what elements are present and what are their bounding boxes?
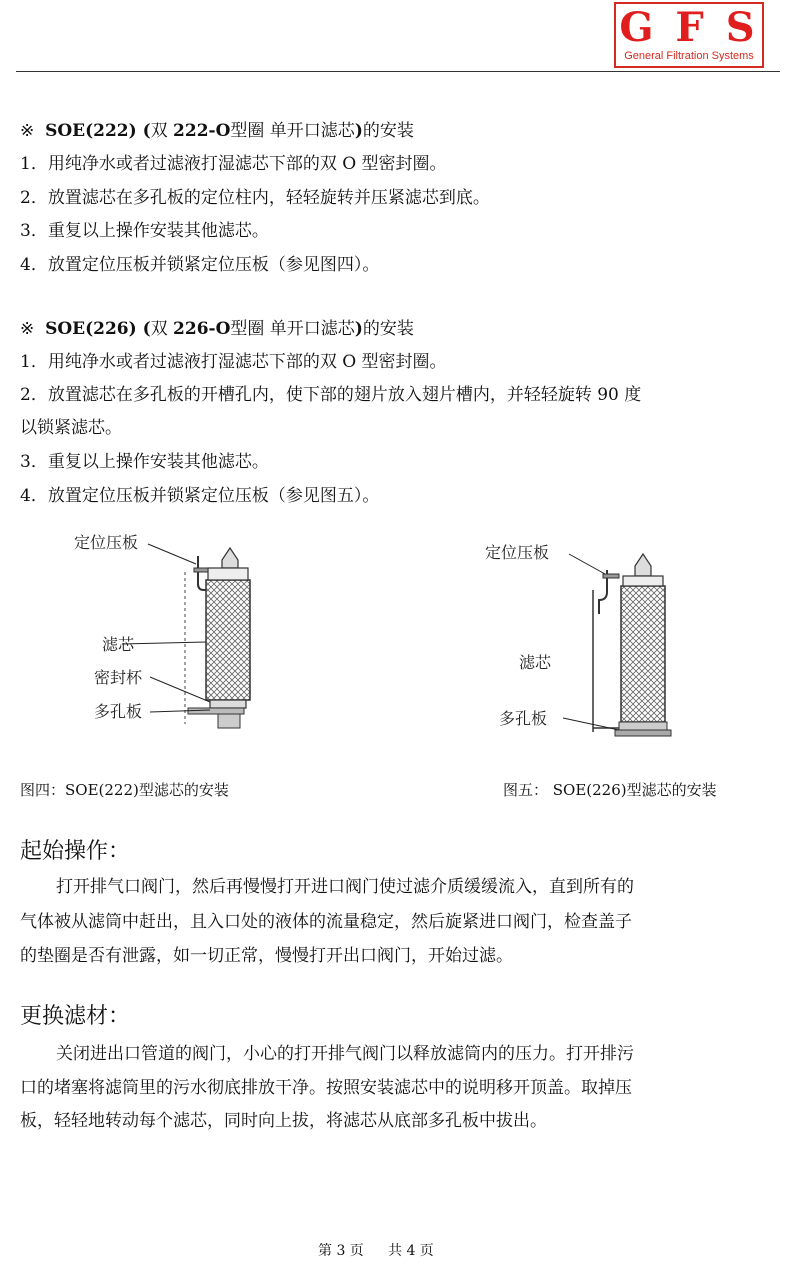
section2-step-4: 4．放置定位压板并锁紧定位压板（参见图五）。 xyxy=(20,486,380,506)
label-positioning-plate: 定位压板 xyxy=(74,533,139,552)
logo-letters: G F S xyxy=(619,4,759,51)
filter-cartridge xyxy=(621,586,665,722)
start-operation-line-3: 的垫圈是否有泄露，如一切正常，慢慢打开出口阀门，开始过滤。 xyxy=(20,946,513,966)
section1-title: ※ SOE(222) (双 222-O型圈 单开口滤芯)的安装 xyxy=(20,121,414,141)
figure5-diagram xyxy=(485,530,705,745)
start-operation-heading: 起始操作： xyxy=(20,839,131,864)
section2-step-3: 3．重复以上操作安装其他滤芯。 xyxy=(20,452,269,472)
label-perforated-plate: 多孔板 xyxy=(94,702,143,721)
filter-cartridge xyxy=(206,580,250,700)
replace-media-heading: 更换滤材： xyxy=(20,1004,131,1029)
label-filter-element: 滤芯 xyxy=(102,635,135,654)
start-operation-line-2: 气体被从滤筒中赶出，且入口处的液体的流量稳定，然后旋紧进口阀门，检查盖子 xyxy=(20,912,632,932)
section1-step-4: 4．放置定位压板并锁紧定位压板（参见图四）。 xyxy=(20,255,380,275)
section2-step-2-cont: 以锁紧滤芯。 xyxy=(20,418,122,438)
section1-step-1: 1．用纯净水或者过滤液打湿滤芯下部的双 O 型密封圈。 xyxy=(20,154,447,174)
page-number: 第 3 页 xyxy=(318,1243,364,1259)
page-total: 共 4 页 xyxy=(388,1243,434,1259)
replace-media-line-2: 口的堵塞将滤筒里的污水彻底排放干净。按照安装滤芯中的说明移开顶盖。取掉压 xyxy=(20,1078,632,1098)
section2-title: ※ SOE(226) (双 226-O型圈 单开口滤芯)的安装 xyxy=(20,319,414,339)
figure4-caption: 图四：SOE(222)型滤芯的安装 xyxy=(20,781,229,799)
header-divider xyxy=(16,71,780,72)
gfs-logo xyxy=(614,2,764,68)
label-positioning-plate: 定位压板 xyxy=(485,543,550,562)
reference-mark: ※ xyxy=(20,121,35,141)
replace-media-line-3: 板，轻轻地转动每个滤芯，同时向上拔，将滤芯从底部多孔板中拔出。 xyxy=(20,1111,547,1131)
section2-step-2: 2．放置滤芯在多孔板的开槽孔内，使下部的翅片放入翅片槽内，并轻轻旋转 90 度 xyxy=(20,385,642,405)
section1-step-2: 2．放置滤芯在多孔板的定位柱内，轻轻旋转并压紧滤芯到底。 xyxy=(20,188,490,208)
reference-mark: ※ xyxy=(20,319,35,339)
label-seal-cup: 密封杯 xyxy=(94,668,143,687)
figure4-diagram xyxy=(70,524,290,739)
logo-subtitle: General Filtration Systems xyxy=(624,50,754,62)
start-operation-line-1: 打开排气口阀门，然后再慢慢打开进口阀门使过滤介质缓缓流入，直到所有的 xyxy=(56,877,634,897)
section1-step-3: 3．重复以上操作安装其他滤芯。 xyxy=(20,221,269,241)
label-perforated-plate: 多孔板 xyxy=(499,709,548,728)
figure5-caption: 图五： SOE(226)型滤芯的安装 xyxy=(503,781,717,799)
label-filter-element: 滤芯 xyxy=(519,653,552,672)
section2-step-1: 1．用纯净水或者过滤液打湿滤芯下部的双 O 型密封圈。 xyxy=(20,352,447,372)
replace-media-line-1: 关闭进出口管道的阀门，小心的打开排气阀门以释放滤筒内的压力。打开排污 xyxy=(56,1044,634,1064)
